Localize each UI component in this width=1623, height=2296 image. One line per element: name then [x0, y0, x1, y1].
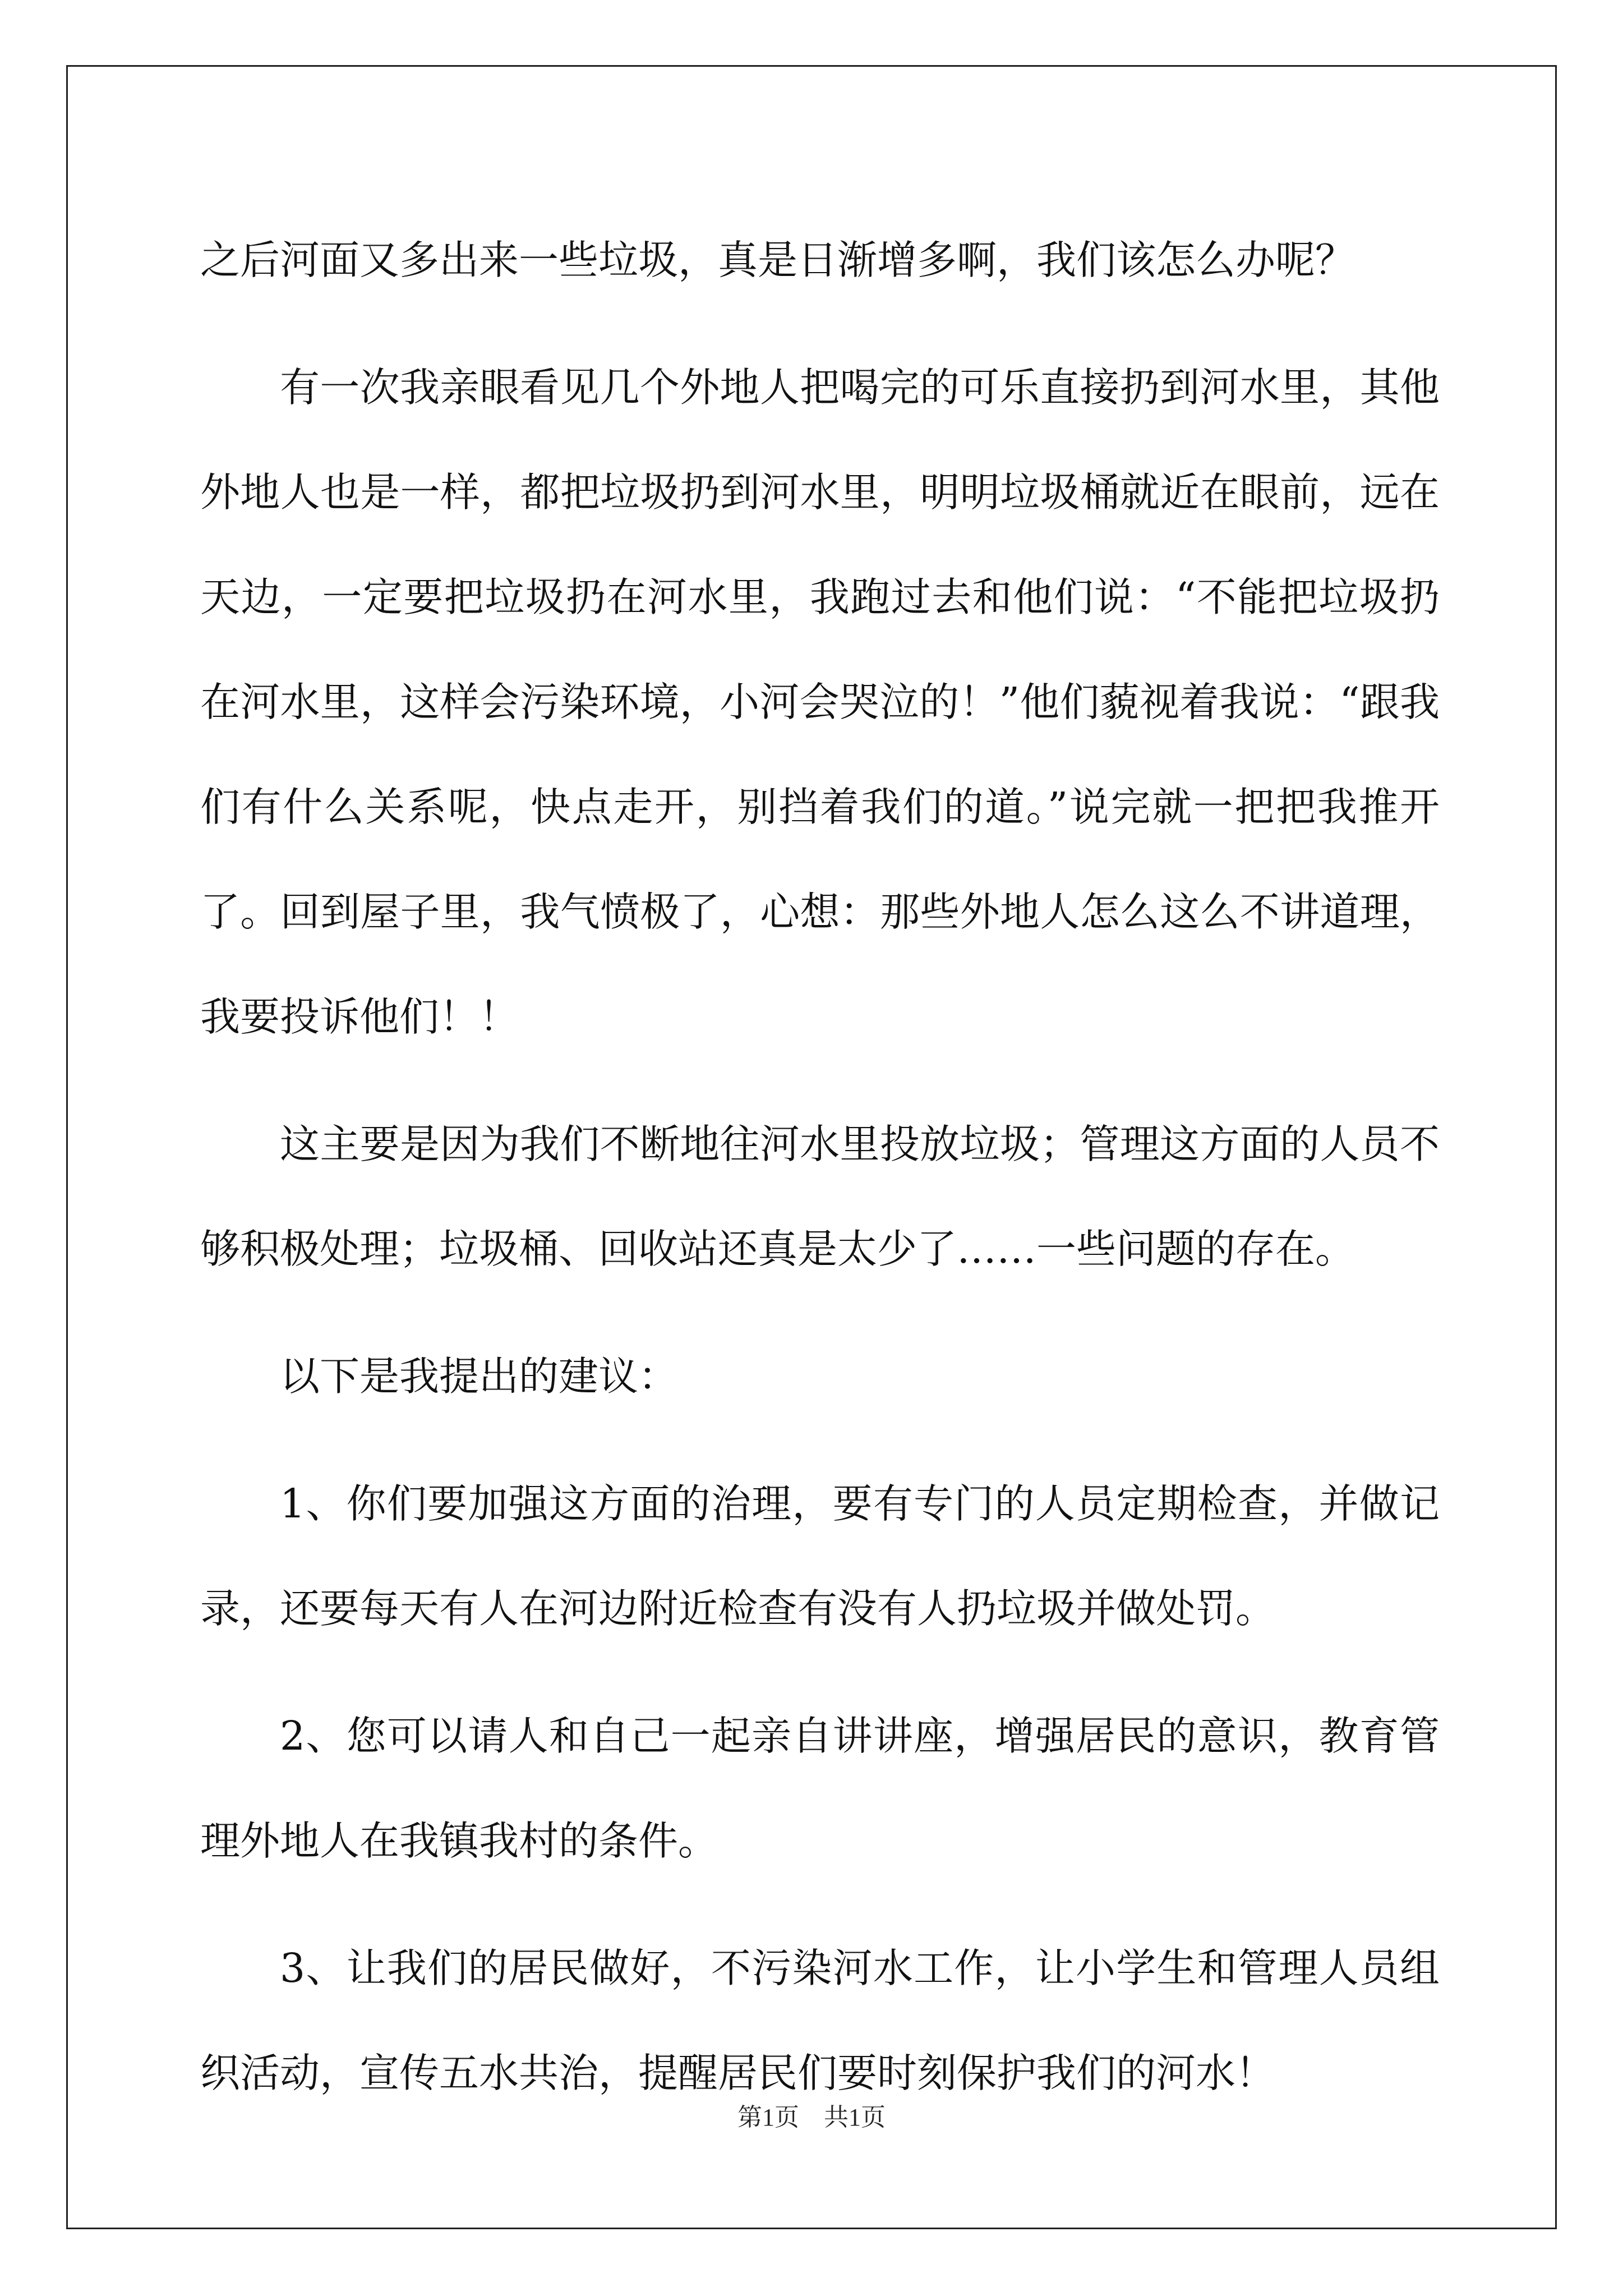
paragraph-3: 这主要是因为我们不断地往河水里投放垃圾；管理这方面的人员不够积极处理；垃圾桶、回收站还真是太少了……一些问题的存在。 [200, 1121, 1440, 1272]
paragraph-1: 之后河面又多出来一些垃圾，真是日渐增多啊，我们该怎么办呢？ [200, 237, 1355, 283]
document-body [200, 208, 1440, 2125]
paragraph-5: 1、你们要加强这方面的治理，要有专门的人员定期检查，并做记录，还要每天有人在河边附近检查有没有人扔垃圾并做处罚。 [200, 1480, 1440, 1632]
paragraph-4: 以下是我提出的建议： [280, 1353, 679, 1400]
paragraph-6: 2、您可以请人和自己一起亲自讲讲座，增强居民的意识，教育管理外地人在我镇我村的条件。 [200, 1713, 1440, 1864]
paragraph-2: 有一次我亲眼看见几个外地人把喝完的可乐直接扔到河水里，其他外地人也是一样，都把垃圾扔到河水里，明明垃圾桶就近在眼前，远在天边，一定要把垃圾扔在河水里，我跑过去和他们说：“不能把垃圾扔在河水里，这样会污染环境，小河会哭泣的！”他们藐视着我说：“跟我们有什么关系呢，快点走开，别挡着我们的道。”说完就一把把我推开了。回到屋子里，我气愤极了，心想：那些外地人怎么这么不讲道理，我要投诉他们！！ [200, 364, 1440, 1040]
page-footer: 第1页 共1页 [737, 2104, 886, 2131]
paragraph-7: 3、让我们的居民做好，不污染河水工作，让小学生和管理人员组织活动，宣传五水共治，提醒居民们要时刻保护我们的河水！ [200, 1945, 1440, 2096]
